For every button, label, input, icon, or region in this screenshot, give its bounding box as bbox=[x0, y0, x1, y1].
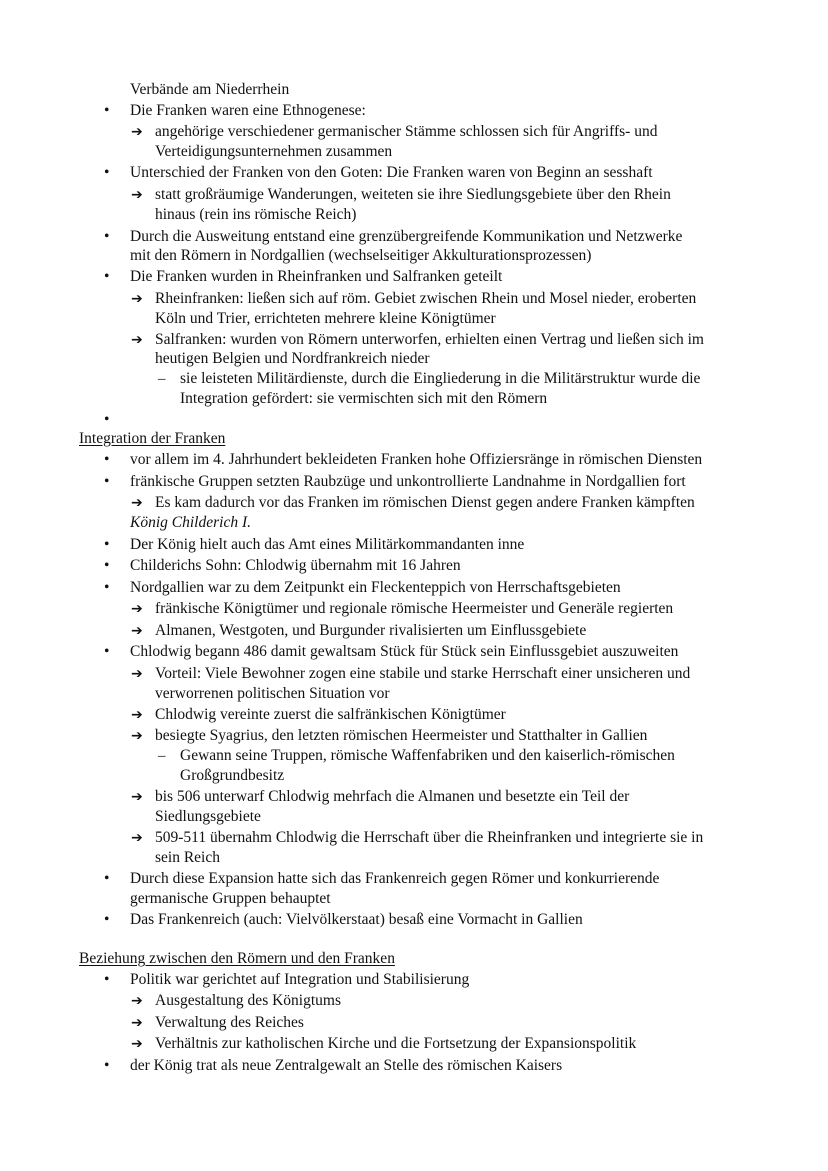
arrow-text: bis 506 unterwarf Chlodwig mehrfach die Almanen und besetzte ein Teil der bbox=[155, 788, 630, 805]
bullet-text: fränkische Gruppen setzten Raubzüge und unkontrollierte Landnahme in Nordgallien fort bbox=[130, 473, 686, 490]
arrow-icon: ➔ bbox=[131, 993, 143, 1009]
bullet: • bbox=[104, 536, 110, 553]
dash: – bbox=[158, 371, 166, 387]
arrow-icon: ➔ bbox=[131, 666, 143, 682]
dash-text-continued: Großgrundbesitz bbox=[180, 767, 285, 784]
bullet: • bbox=[104, 268, 110, 285]
bullet: • bbox=[104, 451, 110, 468]
bullet-text: vor allem im 4. Jahrhundert bekleideten Franken hohe Offiziersränge in römischen Diensten bbox=[130, 451, 703, 468]
arrow-text-continued: Siedlungsgebiete bbox=[155, 808, 261, 825]
arrow-icon: ➔ bbox=[131, 1036, 143, 1052]
dash: – bbox=[158, 748, 166, 764]
arrow-icon: ➔ bbox=[131, 601, 143, 617]
bullet: • bbox=[104, 557, 110, 574]
arrow-text-continued: sein Reich bbox=[155, 849, 220, 866]
bullet-text: Childerichs Sohn: Chlodwig übernahm mit 16 Jahren bbox=[130, 557, 461, 574]
arrow-text: Rheinfranken: ließen sich auf röm. Gebiet zwischen Rhein und Mosel nieder, eroberten bbox=[155, 290, 697, 307]
bullet-text: Chlodwig begann 486 damit gewaltsam Stück für Stück sein Einflussgebiet auszuweiten bbox=[130, 643, 679, 660]
section-heading-integration: Integration der Franken bbox=[79, 430, 226, 447]
bullet-text: Unterschied der Franken von den Goten: Die Franken waren von Beginn an sesshaft bbox=[130, 164, 653, 181]
bullet: • bbox=[104, 870, 110, 887]
bullet: • bbox=[104, 971, 110, 988]
dash-text: sie leisteten Militärdienste, durch die Eingliederung in die Militärstruktur wurde die bbox=[180, 370, 701, 387]
bullet: • bbox=[104, 643, 110, 660]
empty-bullet: • bbox=[104, 411, 110, 428]
bullet: • bbox=[104, 102, 110, 119]
arrow-text: angehörige verschiedener germanischer Stämme schlossen sich für Angriffs- und bbox=[155, 123, 658, 140]
arrow-icon: ➔ bbox=[131, 707, 143, 723]
arrow-text: Ausgestaltung des Königtums bbox=[155, 992, 341, 1009]
bullet-text-continued: mit den Römern in Nordgallien (wechselseitiger Akkulturationsprozessen) bbox=[130, 247, 592, 264]
arrow-icon: ➔ bbox=[131, 728, 143, 744]
text-line: Verbände am Niederrhein bbox=[130, 81, 290, 98]
arrow-text-continued: verworrenen politischen Situation vor bbox=[155, 685, 390, 702]
bullet-text: Das Frankenreich (auch: Vielvölkerstaat) besaß eine Vormacht in Gallien bbox=[130, 911, 583, 928]
bullet-text-continued: germanische Gruppen behauptet bbox=[130, 890, 331, 907]
arrow-text-continued: heutigen Belgien und Nordfrankreich nieder bbox=[155, 350, 430, 367]
bullet: • bbox=[104, 164, 110, 181]
arrow-text: statt großräumige Wanderungen, weiteten sie ihre Siedlungsgebiete über den Rhein bbox=[155, 186, 671, 203]
arrow-icon: ➔ bbox=[131, 830, 143, 846]
arrow-icon: ➔ bbox=[131, 332, 143, 348]
arrow-text: 509-511 übernahm Chlodwig die Herrschaft über die Rheinfranken und integrierte sie in bbox=[155, 829, 704, 846]
arrow-text: Vorteil: Viele Bewohner zogen eine stabile und starke Herrschaft einer unsicheren und bbox=[155, 665, 691, 682]
bullet-text: Durch diese Expansion hatte sich das Frankenreich gegen Römer und konkurrierende bbox=[130, 870, 660, 887]
arrow-text: besiegte Syagrius, den letzten römischen Heermeister und Statthalter in Gallien bbox=[155, 727, 648, 744]
arrow-text-continued: hinaus (rein ins römische Reich) bbox=[155, 206, 357, 223]
arrow-icon: ➔ bbox=[131, 187, 143, 203]
bullet-text: Nordgallien war zu dem Zeitpunkt ein Fleckenteppich von Herrschaftsgebieten bbox=[130, 579, 621, 596]
bullet-text: Durch die Ausweitung entstand eine grenzübergreifende Kommunikation und Netzwerke bbox=[130, 228, 683, 245]
bullet-text: Die Franken wurden in Rheinfranken und Salfranken geteilt bbox=[130, 268, 503, 285]
arrow-text: Es kam dadurch vor das Franken im römischen Dienst gegen andere Franken kämpften bbox=[155, 494, 695, 511]
arrow-icon: ➔ bbox=[131, 495, 143, 511]
bullet-text: Die Franken waren eine Ethnogenese: bbox=[130, 102, 366, 119]
arrow-text-continued: Köln und Trier, errichteten mehrere kleine Königtümer bbox=[155, 310, 496, 327]
arrow-icon: ➔ bbox=[131, 291, 143, 307]
arrow-text: Verhältnis zur katholischen Kirche und die Fortsetzung der Expansionspolitik bbox=[155, 1035, 637, 1052]
bullet-text: Der König hielt auch das Amt eines Militärkommandanten inne bbox=[130, 536, 525, 553]
bullet: • bbox=[104, 1057, 110, 1074]
bullet-text: der König trat als neue Zentralgewalt an Stelle des römischen Kaisers bbox=[130, 1057, 563, 1074]
arrow-text: fränkische Königtümer und regionale römische Heermeister und Generäle regierten bbox=[155, 600, 674, 617]
arrow-text: Chlodwig vereinte zuerst die salfränkischen Königtümer bbox=[155, 706, 506, 723]
arrow-text: Almanen, Westgoten, und Burgunder rivalisierten um Einflussgebiete bbox=[155, 622, 587, 639]
dash-text: Gewann seine Truppen, römische Waffenfabriken und den kaiserlich-römischen bbox=[180, 747, 675, 764]
subheading-childerich: König Childerich I. bbox=[130, 514, 251, 531]
bullet: • bbox=[104, 228, 110, 245]
section-heading-beziehung: Beziehung zwischen den Römern und den Franken bbox=[79, 950, 395, 967]
bullet: • bbox=[104, 473, 110, 490]
arrow-text-continued: Verteidigungsunternehmen zusammen bbox=[155, 143, 393, 160]
arrow-icon: ➔ bbox=[131, 623, 143, 639]
arrow-icon: ➔ bbox=[131, 789, 143, 805]
arrow-icon: ➔ bbox=[131, 124, 143, 140]
arrow-text: Verwaltung des Reiches bbox=[155, 1014, 304, 1031]
bullet-text: Politik war gerichtet auf Integration und Stabilisierung bbox=[130, 971, 470, 988]
bullet: • bbox=[104, 579, 110, 596]
bullet: • bbox=[104, 911, 110, 928]
arrow-icon: ➔ bbox=[131, 1015, 143, 1031]
dash-text-continued: Integration gefördert: sie vermischten sich mit den Römern bbox=[180, 390, 548, 407]
arrow-text: Salfranken: wurden von Römern unterworfen, erhielten einen Vertrag und ließen sich im bbox=[155, 331, 704, 348]
